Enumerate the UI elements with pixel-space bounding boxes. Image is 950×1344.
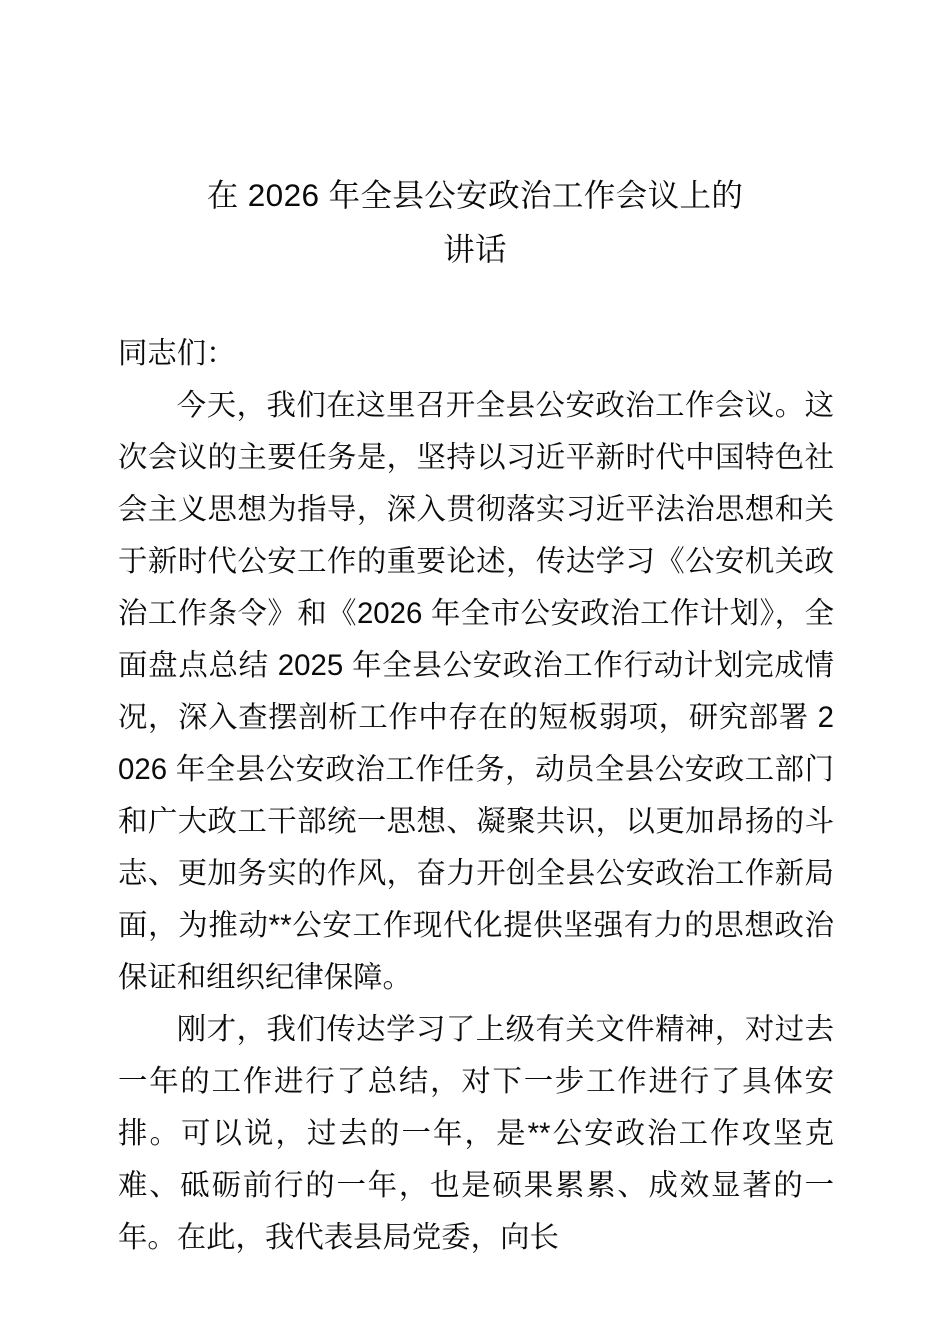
title-line-2: 讲话 [443,231,507,267]
body-paragraph-1: 今天，我们在这里召开全县公安政治工作会议。这次会议的主要任务是，坚持以习近平新时代中国特色社会主义思想为指导，深入贯彻落实习近平法治思想和关于新时代公安工作的重要论述，传达学习《公安机关政治工作条令》和《2026 年全市公安政治工作计划》，全面盘点总结 2025 年全县公安政治工作行动计划完成情况，深入查摆剖析工作中存在的短板弱项，研究部署 2026 年全县公安政治工作任务，动员全县公安政工部门和广大政工干部统一思想、凝聚共识，以更加昂扬的斗志、更加务实的作风，奋力开创全县公安政治工作新局面，为推动**公安工作现代化提供坚强有力的思想政治保证和组织纪律保障。 [118,389,834,994]
body-paragraph-2: 刚才，我们传达学习了上级有关文件精神，对过去一年的工作进行了总结，对下一步工作进行了具体安排。可以说，过去的一年，是**公安政治工作攻坚克难、砥砺前行的一年，也是硕果累累、成效显著的一年。在此，我代表县局党委，向长 [118,1013,834,1254]
salutation-line: 同志们： [118,337,236,370]
document-title [118,168,832,276]
document-body [118,328,834,1264]
title-line-1: 在 2026 年全县公安政治工作会议上的 [206,177,744,213]
